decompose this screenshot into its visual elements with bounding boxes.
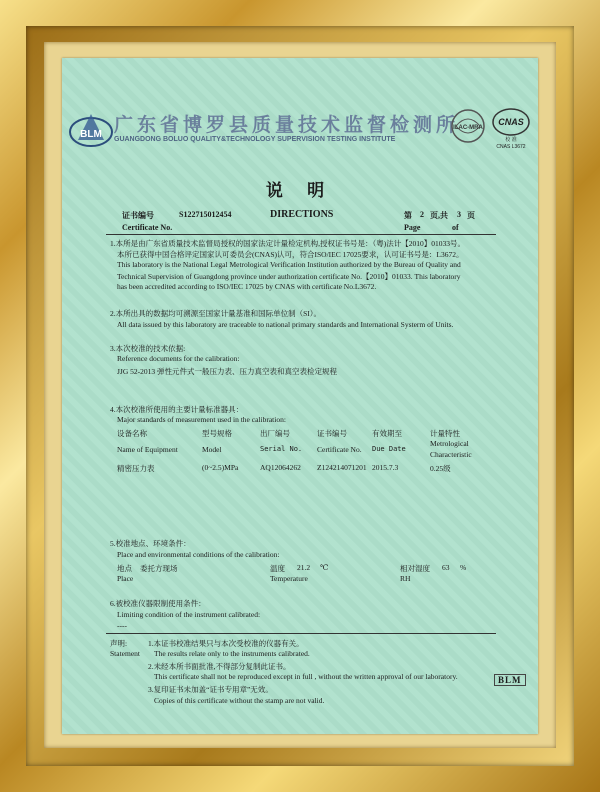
page-title: 说 明	[265, 181, 335, 200]
col-header-en: Name of Equipment	[117, 445, 178, 454]
sec1-en2: Technical Supervision of Guangdong province under authorization certificate No.【2010】01033. This laboratory	[117, 272, 461, 281]
of-label-en: of	[452, 223, 459, 232]
sec1-en3: has been accredited according to ISO/IEC 17025 by CNAS with certificate No.L3672.	[117, 282, 377, 291]
table-cell: 精密压力表	[117, 464, 155, 473]
sec3-en: Reference documents for the calibration:	[117, 354, 240, 363]
ilac-logo-text: ILAC-MRA	[453, 125, 483, 131]
col-header-cn: 计量特性	[430, 429, 460, 438]
place-label-en: Place	[117, 574, 134, 583]
sec4-en: Major standards of measurement used in the calibration:	[117, 415, 286, 424]
cnas-logo-text: CNAS	[498, 117, 524, 127]
statement-1-en: The results relate only to the instruments calibrated.	[154, 649, 310, 658]
rh-label-cn: 相对湿度	[400, 564, 430, 573]
sec2-en: All data issued by this laboratory are traceable to national primary standards and International Systerm of Units.	[117, 320, 454, 329]
sec1-line2: 本所已获得中国合格评定国家认可委员会(CNAS)认可，符合ISO/IEC 17025要求，认可证书号是：L3672。	[117, 250, 464, 259]
col-header-cn: 出厂编号	[260, 429, 290, 438]
sec6-dash: ----	[117, 621, 127, 630]
table-cell: Z124214071201	[317, 463, 367, 472]
cert-no-label-cn: 证书编号	[122, 211, 154, 220]
statement-3-en: Copies of this certificate without the stamp are not valid.	[154, 696, 325, 705]
sec6-en: Limiting condition of the instrument calibrated:	[117, 610, 261, 619]
col-header-en: Model	[202, 445, 222, 454]
table-cell: 0.25级	[430, 464, 451, 473]
institute-name-cn: 广东省博罗县质量技术监督检测所	[114, 114, 460, 136]
col-header-en: Certificate No.	[317, 445, 362, 454]
col-header-en: Metrological	[430, 439, 469, 448]
statement-label-cn: 声明:	[110, 639, 128, 648]
table-cell: AQ12064262	[260, 463, 301, 472]
statement-rule	[106, 633, 496, 634]
rh-unit: %	[460, 563, 467, 572]
col-header-cn: 型号规格	[202, 429, 232, 438]
page-ye: 页	[467, 211, 475, 220]
temp-value: 21.2	[297, 563, 311, 572]
place-label-cn: 地点	[117, 564, 132, 573]
header-rule	[106, 234, 496, 235]
directions-heading: DIRECTIONS	[270, 209, 334, 220]
page-total: 3	[457, 210, 461, 219]
col-header-cn: 证书编号	[317, 429, 347, 438]
statement-3-cn: 3.复印证书未加盖“证书专用章”无效。	[148, 685, 273, 694]
sec5-cn: 5.校准地点、环境条件：	[110, 539, 191, 548]
page-di: 第	[404, 211, 412, 220]
blm-logo	[68, 110, 114, 150]
cnas-logo-code: CNAS L3672	[496, 144, 526, 150]
rh-label-en: RH	[400, 574, 411, 583]
sec3-cn: 3.本次校准的技术依据:	[110, 344, 186, 353]
institute-name-en: GUANGDONG BOLUO QUALITY&TECHNOLOGY SUPERVISION TESTING INSTITUTE	[114, 136, 396, 143]
col-header-en: Characteristic	[430, 450, 472, 459]
col-header-cn: 有效期至	[372, 429, 402, 438]
blm-stamp: BLM	[494, 674, 526, 686]
cnas-logo-sub: 校 准	[505, 137, 517, 143]
certificate-page	[62, 58, 538, 734]
table-cell: (0~2.5)MPa	[202, 463, 239, 472]
rh-value: 63	[442, 563, 450, 572]
statement-2-cn: 2.未经本所书面批准,不得部分复制此证书。	[148, 662, 291, 671]
cnas-logo	[490, 106, 532, 150]
table-cell: 2015.7.3	[372, 463, 399, 472]
sec4-cn: 4.本次校准所使用的主要计量标准器具：	[110, 405, 244, 414]
sec1-en1: This laboratory is the National Legal Metrological Verification Institution authorized by the Bureau of Quality and	[117, 260, 461, 269]
page-number: 2	[420, 210, 424, 219]
statement-2-en: This certificate shall not be reproduced except in full , without the written approval of our laboratory.	[154, 672, 458, 681]
sec6-cn: 6.被校准仪器限制使用条件：	[110, 599, 206, 608]
page-ye-gong: 页,共	[430, 211, 448, 220]
sec1-line1: 1.本所是由广东省质量技术监督局授权的国家法定计量检定机构,授权证书号是：（粤)法计【2010】01033号。	[110, 239, 465, 248]
temp-label-en: Temperature	[270, 574, 308, 583]
col-header-en: Serial No.	[260, 445, 303, 453]
cert-no-value: S122715012454	[179, 210, 232, 219]
temp-label-cn: 温度	[270, 564, 285, 573]
sec5-en: Place and environmental conditions of the calibration:	[117, 550, 280, 559]
page-label-en: Page	[404, 223, 421, 232]
sec3-doc: JJG 52-2013 弹性元件式一般压力表、压力真空表和真空表检定规程	[117, 367, 337, 376]
ilac-mra-logo	[450, 108, 486, 144]
place-value: 委托方现场	[140, 564, 178, 573]
sec2-cn: 2.本所出具的数据均可溯源至国家计量基准和国际单位制（SI）。	[110, 309, 322, 318]
statement-1-cn: 1.本证书校准结果只与本次受校准的仪器有关。	[148, 639, 304, 648]
temp-unit: ℃	[320, 563, 329, 572]
statement-label-en: Statement	[110, 649, 140, 658]
cert-no-label-en: Certificate No.	[122, 223, 173, 232]
blm-logo-text: BLM	[80, 129, 102, 140]
col-header-en: Due Date	[372, 445, 406, 453]
col-header-cn: 设备名称	[117, 429, 147, 438]
